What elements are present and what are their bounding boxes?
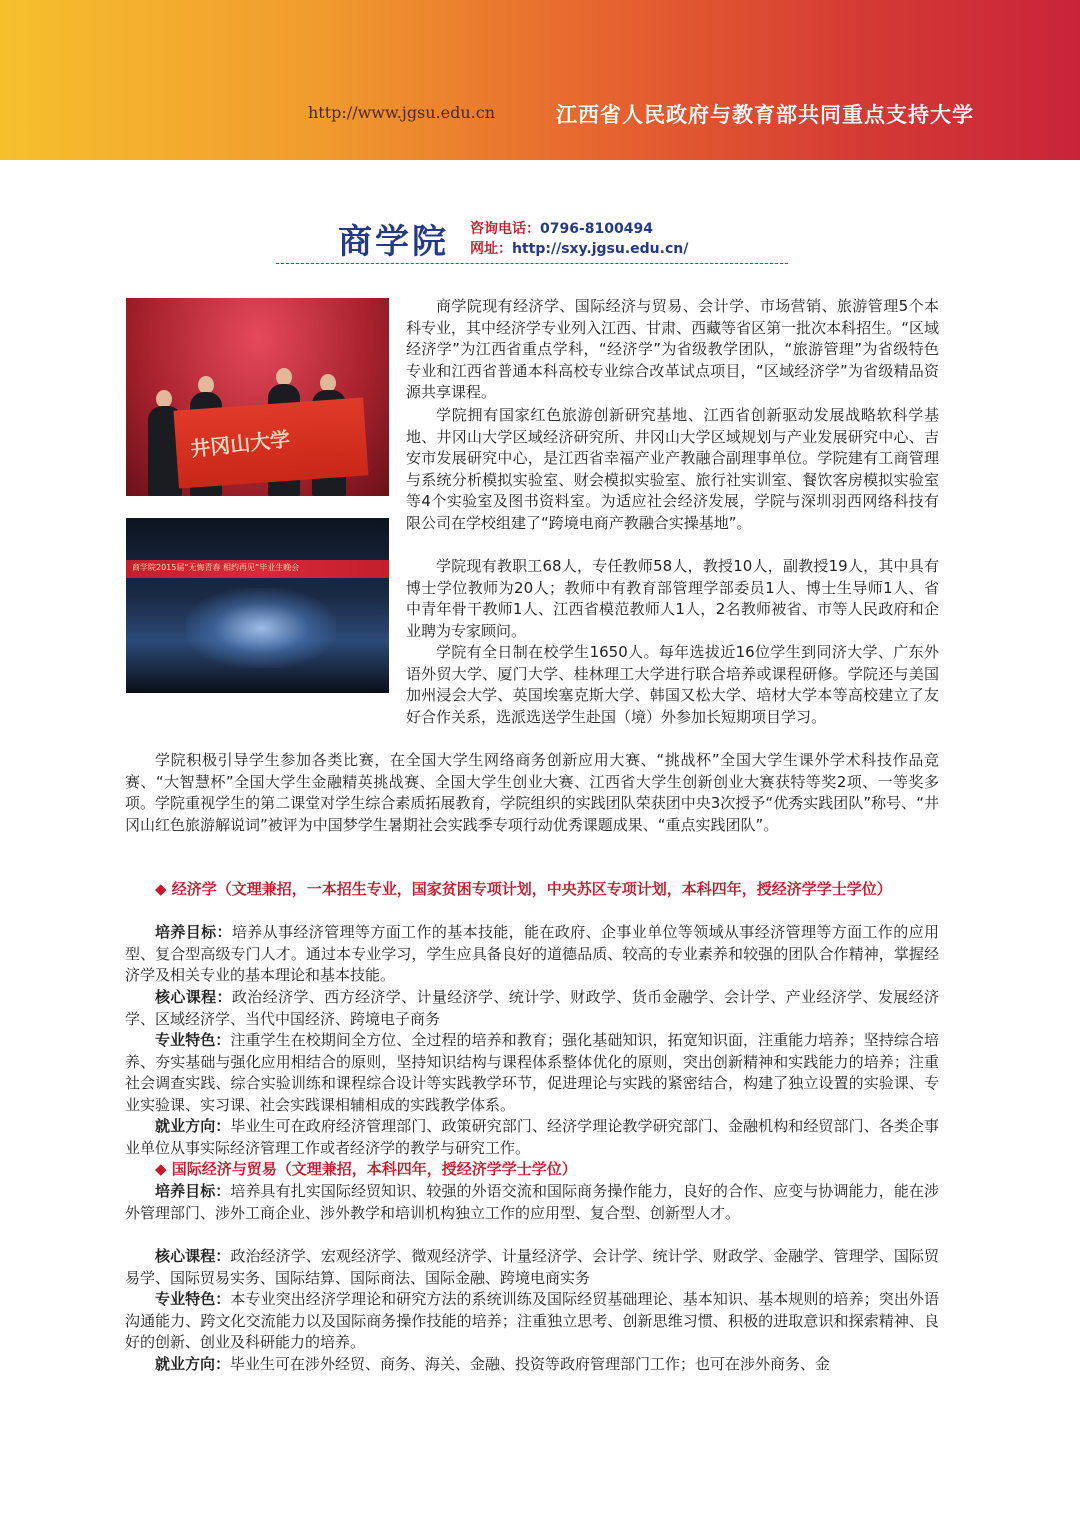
detail-text: 政治经济学、宏观经济学、微观经济学、计量经济学、会计学、统计学、财政学、金融学、管理学、国际贸易学、国际贸易实务、国际结算、国际商法、国际金融、跨境电商实务 xyxy=(125,1247,939,1287)
diamond-icon: ◆ xyxy=(155,1160,167,1178)
detail-label: 培养目标： xyxy=(155,1182,231,1200)
university-url[interactable]: http://www.jgsu.edu.cn xyxy=(308,103,496,122)
detail-text: 注重学生在校期间全方位、全过程的培养和教育；强化基础知识，拓宽知识面，注重能力培养；坚持综合培养、夯实基础与强化应用相结合的原则，坚持知识结构与课程体系整体优化的原则，突出创新精神和实践能力的培养；注重社会调查实践、综合实验训练和课程综合设计等实践教学环节，促进理论与实践的紧密结合，构建了独立设置的实验课、专业实验课、实习课、社会实践课相辅相成的实践教学体系。 xyxy=(125,1031,939,1114)
major-detail xyxy=(125,1246,939,1289)
intro-paragraph: 商学院现有经济学、国际经济与贸易、会计学、市场营销、旅游管理5个本科专业，其中经济学专业列入江西、甘肃、西藏等省区第一批次本科招生。“区域经济学”为江西省重点学科，“经济学”为省级教学团队，“旅游管理”为省级特色专业和江西省普通本科高校专业综合改革试点项目，“区域经济学”为省级精品资源共享课程。 xyxy=(406,297,939,402)
detail-label: 就业方向： xyxy=(155,1117,231,1135)
page-title: 商学院 xyxy=(338,222,449,262)
contact-info xyxy=(470,219,688,259)
intro-paragraph: 学院有全日制在校学生1650人。每年选拔近16位学生到同济大学、广东外语外贸大学、厦门大学、桂林理工大学进行联合培养或课程研修。学院还与美国加州浸会大学、英国埃塞克斯大学、韩国又松大学、培材大学本等高校建立了友好合作关系，选派选送学生赴国（境）外参加长短期项目学习。 xyxy=(406,643,939,726)
major-detail xyxy=(125,1354,939,1376)
major-heading-text: 国际经济与贸易（文理兼招，本科四年，授经济学学士学位） xyxy=(171,1160,577,1178)
college-website-link[interactable]: http://sxy.jgsu.edu.cn/ xyxy=(512,241,689,257)
detail-label: 培养目标： xyxy=(155,923,232,941)
major-detail xyxy=(125,1289,939,1354)
phone-line xyxy=(470,219,688,239)
detail-label: 专业特色： xyxy=(155,1290,231,1308)
major-heading xyxy=(125,879,939,901)
detail-label: 就业方向： xyxy=(155,1355,231,1373)
detail-text: 培养具有扎实国际经贸知识、较强的外语交流和国际商务操作能力，良好的合作、应变与协调能力，能在涉外管理部门、涉外工商企业、涉外教学和培训机构独立工作的应用型、复合型、创新型人才。 xyxy=(125,1182,939,1222)
detail-text: 培养从事经济管理等方面工作的基本技能，能在政府、企事业单位等领域从事经济管理等方面工作的应用型、复合型高级专门人才。通过本专业学习，学生应具备良好的道德品质、较高的专业素养和较强的团队合作精神，掌握经济学及相关专业的基本理论和基本技能。 xyxy=(125,923,939,985)
diamond-icon: ◆ xyxy=(155,880,167,898)
detail-text: 本专业突出经济学理论和研究方法的系统训练及国际经贸基础理论、基本知识、基本规则的培养；突出外语沟通能力、跨文化交流能力以及国际商务操作技能的培养；注重独立思考、创新思维习惯、积极的进取意识和探索精神、良好的创新、创业及科研能力的培养。 xyxy=(125,1290,939,1352)
major-detail xyxy=(125,1116,939,1159)
detail-text: 毕业生可在政府经济管理部门、政策研究部门、经济学理论教学研究部门、金融机构和经贸部门、各类企事业单位从事实际经济管理工作或者经济学的教学与研究工作。 xyxy=(125,1117,939,1157)
detail-text: 政治经济学、西方经济学、计量经济学、统计学、财政学、货币金融学、会计学、产业经济学、发展经济学、区域经济学、当代中国经济、跨境电子商务 xyxy=(125,988,939,1028)
web-label: 网址： xyxy=(470,241,512,257)
stage-screen-text: 商学院2015届“无悔青春 相约再见”毕业生晚会 xyxy=(132,563,300,572)
phone-label: 咨询电话： xyxy=(470,221,540,237)
web-line xyxy=(470,239,688,259)
major-heading-text: 经济学（文理兼招，一本招生专业，国家贫困专项计划，中央苏区专项计划，本科四年，授经济学学士学位） xyxy=(171,880,892,898)
gala-photo xyxy=(126,518,389,693)
intro-paragraph: 学院积极引导学生参加各类比赛，在全国大学生网络商务创新应用大赛、“挑战杯”全国大学生课外学术科技作品竞赛、“大智慧杯”全国大学生金融精英挑战赛、全国大学生创业大赛、江西省大学生创新创业大赛获特等奖2项、一等奖多项。学院重视学生的第二课堂对学生综合素质拓展教育，学院组织的实践团队荣获团中央3次授予“优秀实践团队”称号、“井冈山红色旅游解说词”被评为中国梦学生暑期社会实践季专项行动优秀课题成果、“重点实践团队”。 xyxy=(125,751,939,834)
intro-paragraph: 学院现有教职工68人，专任教师58人，教授10人，副教授19人，其中具有博士学位教师为20人；教师中有教育部管理学部委员1人、博士生导师1人、省中青年骨干教师1人、江西省模范教师人1人，2名教师被省、市等人民政府和企业聘为专家顾问。 xyxy=(406,557,939,640)
flag-text: 井冈山大学 xyxy=(189,426,292,462)
major-detail xyxy=(125,922,939,987)
detail-label: 核心课程： xyxy=(155,1247,231,1265)
detail-label: 专业特色： xyxy=(155,1031,231,1049)
major-detail xyxy=(125,1181,939,1224)
major-detail xyxy=(125,987,939,1030)
university-slogan: 江西省人民政府与教育部共同重点支持大学 xyxy=(556,103,974,127)
major-detail xyxy=(125,1030,939,1116)
detail-label: 核心课程： xyxy=(155,988,232,1006)
major-heading xyxy=(125,1159,939,1181)
intro-paragraph: 学院拥有国家红色旅游创新研究基地、江西省创新驱动发展战略软科学基地、井冈山大学区域经济研究所、井冈山大学区域规划与产业发展研究中心、吉安市发展研究中心，是江西省幸福产业产教融合副理事单位。学院建有工商管理与系统分析模拟实验室、财会模拟实验室、旅行社实训室、餐饮客房模拟实验室等4个实验室及图书资料室。为适应社会经济发展，学院与深圳羽西网络科技有限公司在学校组建了“跨境电商产教融合实操基地”。 xyxy=(406,406,939,532)
header-banner xyxy=(0,0,1080,160)
title-divider xyxy=(276,263,788,264)
phone-number: 0796-8100494 xyxy=(540,221,653,237)
detail-text: 毕业生可在涉外经贸、商务、海关、金融、投资等政府管理部门工作；也可在涉外商务、金 xyxy=(230,1355,831,1373)
stage-lights xyxy=(186,588,336,668)
award-photo xyxy=(126,298,389,496)
